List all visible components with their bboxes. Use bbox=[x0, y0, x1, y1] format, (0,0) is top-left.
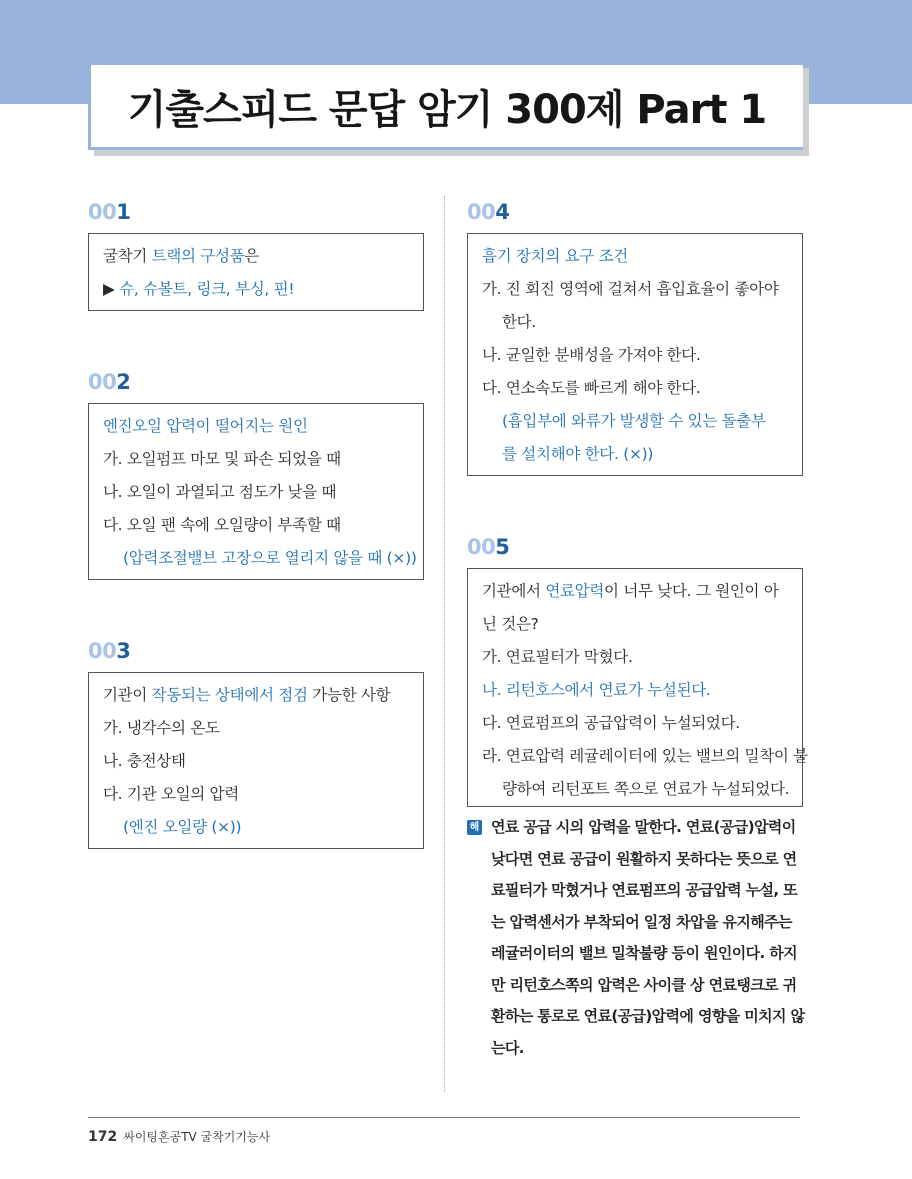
explanation-line: 만 리턴호스쪽의 압력은 사이클 상 연료탱크로 귀 bbox=[491, 975, 797, 994]
answer-explanation bbox=[467, 812, 803, 1064]
arrow-icon: ▶ bbox=[103, 280, 120, 298]
note-continued: 를 설치해야 한다. (×)) bbox=[502, 445, 654, 463]
book-title: 싸이팅혼공TV 굴착기기능사 bbox=[123, 1130, 271, 1144]
list-item: 가. 진 회진 영역에 걸쳐서 흡입효율이 좋아야 bbox=[482, 280, 779, 298]
title-box bbox=[88, 62, 803, 150]
question-box-004 bbox=[467, 233, 803, 476]
question-text: 기관에서 연료압력이 너무 낮다. 그 원인이 아 bbox=[482, 582, 779, 600]
list-item-correct: 나. 리턴호스에서 연료가 누설된다. bbox=[482, 681, 711, 699]
list-item: 가. 냉각수의 온도 bbox=[103, 719, 220, 737]
list-item: 다. 연료펌프의 공급압력이 누설되었다. bbox=[482, 714, 740, 732]
question-box-001 bbox=[88, 233, 424, 311]
page-number: 172 bbox=[88, 1129, 118, 1145]
question-number-003: 003 bbox=[88, 639, 131, 663]
list-item: 다. 오일 팬 속에 오일량이 부족할 때 bbox=[103, 516, 341, 534]
list-item: 가. 연료필터가 막혔다. bbox=[482, 648, 633, 666]
footer bbox=[88, 1128, 270, 1145]
explanation-line: 는다. bbox=[491, 1038, 524, 1057]
list-item: 나. 오일이 과열되고 점도가 낮을 때 bbox=[103, 483, 337, 501]
question-number-004: 004 bbox=[467, 200, 510, 224]
explanation-icon: 해 bbox=[467, 820, 482, 835]
list-item: 라. 연료압력 레귤레이터에 있는 밸브의 밀착이 불 bbox=[482, 747, 808, 765]
list-item-continued: 한다. bbox=[502, 313, 536, 331]
footer-rule bbox=[88, 1117, 800, 1118]
list-item: 다. 기관 오일의 압력 bbox=[103, 785, 239, 803]
column-divider bbox=[444, 196, 445, 1092]
list-item-continued: 량하여 리턴포트 쪽으로 연료가 누설되었다. bbox=[502, 780, 790, 798]
explanation-line: 료필터가 막혔거나 연료펌프의 공급압력 누설, 또 bbox=[491, 881, 798, 899]
question-text-continued: 닌 것은? bbox=[482, 615, 539, 633]
explanation-line: 환하는 통로로 연료(공급)압력에 영향을 미치지 않 bbox=[491, 1007, 805, 1025]
question-box-002 bbox=[88, 403, 424, 580]
answer-line: ▶ 슈, 슈볼트, 링크, 부싱, 핀! bbox=[103, 280, 295, 298]
note: (흡입부에 와류가 발생할 수 있는 돌출부 bbox=[502, 412, 766, 430]
explanation-line: 레귤러이터의 밸브 밀착불량 등이 원인이다. 하지 bbox=[491, 944, 798, 962]
explanation-line: 는 압력센서가 부착되어 일정 차압을 유지해주는 bbox=[491, 912, 792, 931]
list-item: 나. 충전상태 bbox=[103, 752, 186, 770]
question-number-001: 001 bbox=[88, 200, 131, 224]
explanation-line: 낮다면 연료 공급이 원활하지 못하다는 뜻으로 연 bbox=[491, 849, 797, 868]
question-number-005: 005 bbox=[467, 535, 510, 559]
list-item: 나. 균일한 분배성을 가져야 한다. bbox=[482, 346, 701, 364]
explanation-line: 연료 공급 시의 압력을 말한다. 연료(공급)압력이 bbox=[491, 818, 796, 836]
question-box-003 bbox=[88, 672, 424, 849]
note: (압력조절밸브 고장으로 열리지 않을 때 (×)) bbox=[123, 549, 417, 567]
question-text: 기관이 작동되는 상태에서 점검 가능한 사항 bbox=[103, 686, 391, 704]
question-text: 흡기 장치의 요구 조건 bbox=[482, 247, 628, 265]
list-item: 가. 오일펌프 마모 및 파손 되었을 때 bbox=[103, 450, 341, 468]
note: (엔진 오일량 (×)) bbox=[123, 818, 242, 836]
question-box-005 bbox=[467, 568, 808, 807]
question-text: 엔진오일 압력이 떨어지는 원인 bbox=[103, 417, 308, 435]
list-item: 다. 연소속도를 빠르게 해야 한다. bbox=[482, 379, 701, 397]
page-title: 기출스피드 문답 암기 300제 Part 1 bbox=[127, 86, 767, 133]
question-text: 굴착기 트랙의 구성품은 bbox=[103, 247, 260, 265]
question-number-002: 002 bbox=[88, 370, 131, 394]
